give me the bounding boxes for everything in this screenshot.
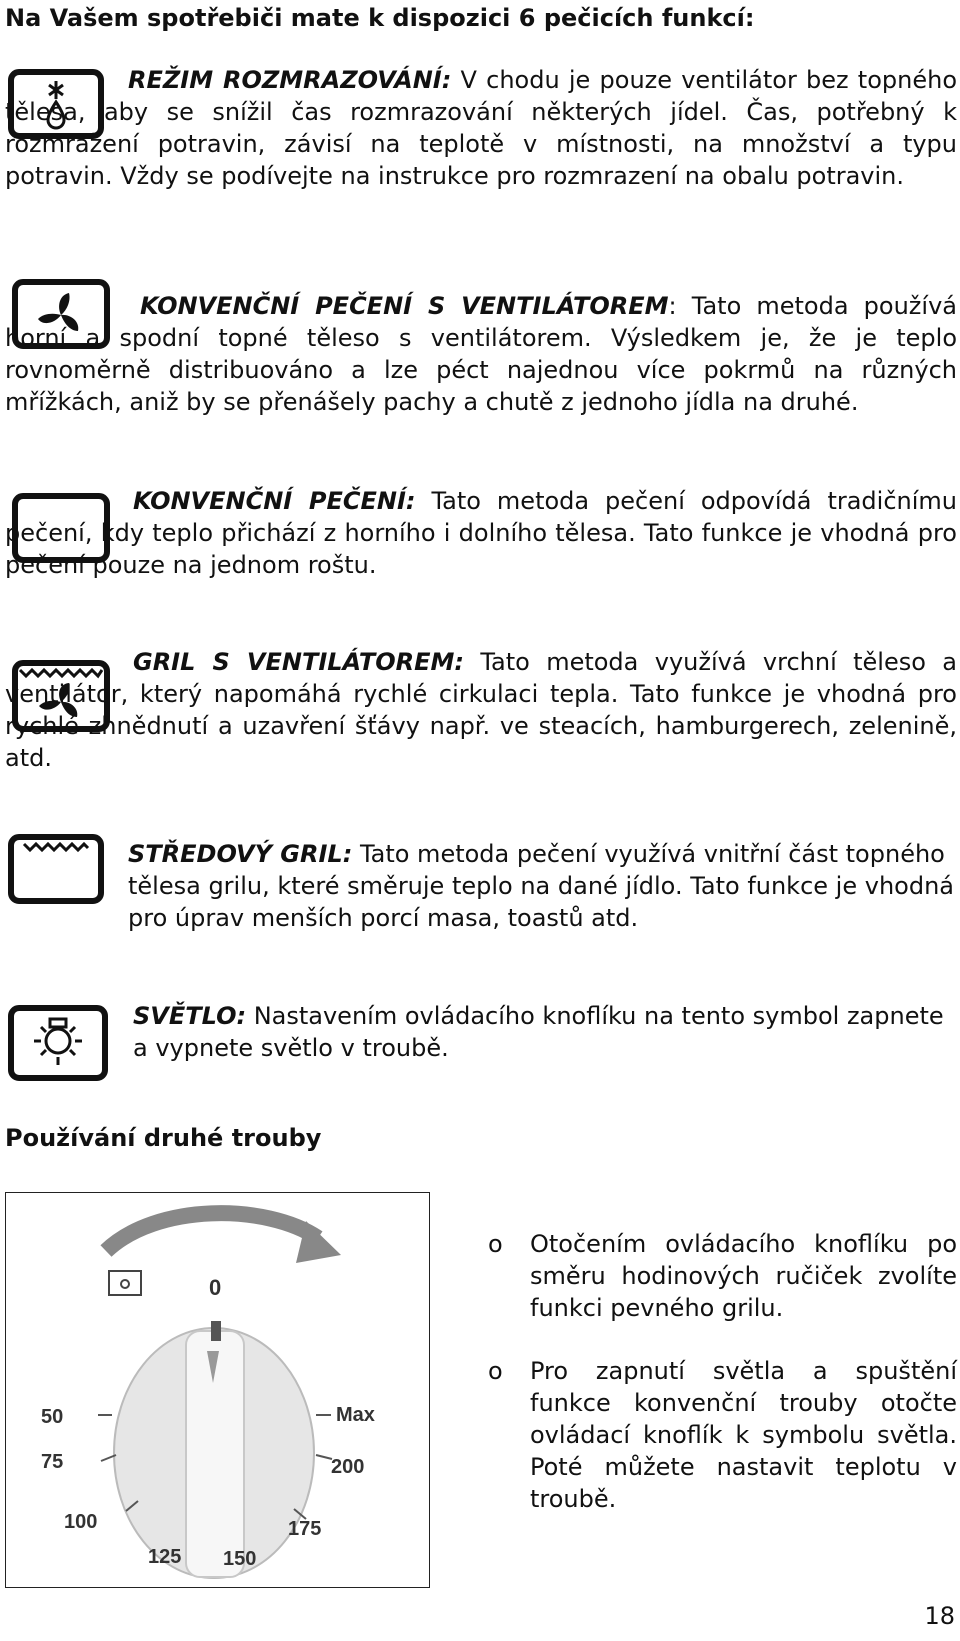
instruction-list [480,1228,957,1515]
list-item [480,1355,957,1515]
function-fan-conventional [5,290,957,418]
function-text: Tato metoda pečení odpovídá tradičnímu pečení, kdy teplo přichází z horního i dolního tělesa. Tato funkce je vhodná pro pečení pouze na jednom roštu. [5,487,957,579]
page-number: 18 [924,1602,955,1630]
list-item-text: Pro zapnutí světla a spuštění funkce konvenční trouby otočte ovládací knoflík k symbolu světla. Poté můžete nastavit teplotu v troubě. [530,1357,957,1513]
list-item [480,1228,957,1324]
function-title: GRIL S VENTILÁTOREM: [133,648,464,676]
light-icon [8,1005,108,1081]
dial-label-150: 150 [223,1548,257,1570]
function-title: KONVENČNÍ PEČENÍ S VENTILÁTOREM [140,292,669,320]
function-title: STŘEDOVÝ GRIL: [128,840,353,868]
function-title: SVĚTLO: [133,1002,247,1030]
function-title: REŽIM ROZMRAZOVÁNÍ: [128,66,452,94]
dial-label-175: 175 [288,1518,322,1540]
function-text: Tato metoda využívá vrchní těleso a ventilátor, který napomáhá rychlé cirkulaci tepla. Tato funkce je vhodná pro rychlé zhnědnutí a uzavření šťávy např. ve steacích, hamburgerech, zelenině, atd. [5,648,957,772]
dial-label-125: 125 [148,1546,182,1568]
bullet-marker: o [488,1357,503,1385]
function-defrost [5,64,957,192]
dial-label-zero: 0 [209,1275,222,1300]
function-text: Tato metoda pečení využívá vnitřní část topného tělesa grilu, které směruje teplo na dané jídlo. Tato funkce je vhodná pro úprav menších porcí masa, toastů atd. [128,840,954,932]
function-center-grill [128,838,957,934]
list-item-text: Otočením ovládacího knoflíku po směru hodinových ručiček zvolíte funkci pevného grilu. [530,1230,957,1322]
dial-label-100: 100 [64,1511,98,1533]
function-fan-grill [5,646,957,774]
function-text: : Tato metoda používá horní a spodní topné těleso s ventilátorem. Výsledkem je, že je teplo rovnoměrně distribuováno a lze péct najednou více pokrmů na různých mřížkách, aniž by se přenášely pachy a chutě z jednoho jídla na druhé. [5,292,957,416]
page-heading: Na Vašem spotřebiči mate k dispozici 6 pečicích funkcí: [5,4,755,32]
dial-label-max: Max [336,1404,375,1426]
dial-label-50: 50 [41,1406,64,1428]
function-conventional [5,485,957,581]
section-heading: Používání druhé trouby [5,1124,322,1152]
function-title: KONVENČNÍ PEČENÍ: [133,487,416,515]
function-text: V chodu je pouze ventilátor bez topného tělesa, aby se snížil čas rozmrazování některých jídel. Čas, potřebný k rozmražení potravin, závisí na teplotě v místnosti, na množství a typu potravin. Vždy se podívejte na instrukce pro rozmrazení na obalu potravin. [5,66,958,190]
function-light [133,1000,957,1064]
dial-label-200: 200 [331,1456,365,1478]
center-grill-icon [8,834,104,904]
function-text: Nastavením ovládacího knoflíku na tento symbol zapnete a vypnete světlo v troubě. [133,1002,944,1062]
oven-dial-illustration [5,1192,430,1588]
dial-label-75: 75 [41,1451,64,1473]
bullet-marker: o [488,1230,503,1258]
